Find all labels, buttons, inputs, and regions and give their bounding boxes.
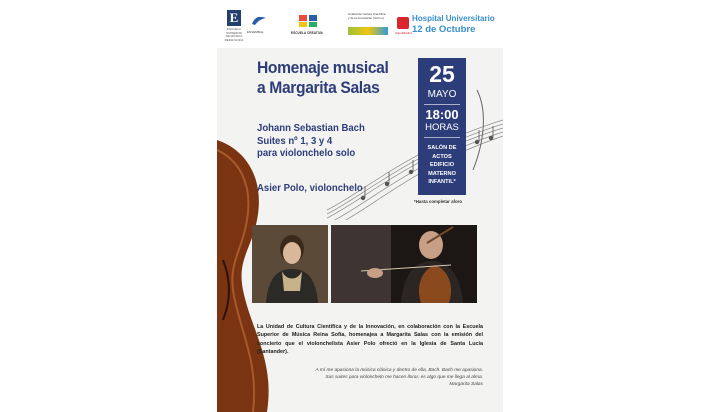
date-divider bbox=[424, 104, 460, 105]
cellist-photo bbox=[331, 225, 477, 303]
hospital-name-line-1: Hospital Universitario bbox=[412, 14, 495, 23]
performer-name: Asier Polo, violonchelo bbox=[257, 183, 363, 194]
hospital-logo-icon bbox=[397, 17, 409, 29]
venue-text bbox=[420, 144, 464, 187]
venue-line-3: EDIFICIO bbox=[429, 162, 455, 168]
venue-line-4: MATERNO bbox=[428, 170, 456, 177]
poster-title bbox=[257, 58, 395, 98]
date-hours-label: HORAS bbox=[425, 122, 459, 133]
ucc-line-1: Unidad de Cultura Científica bbox=[348, 12, 386, 16]
venue-line-2: ACTOS bbox=[432, 153, 452, 160]
quote-line-1: A mí me apasiona la música clásica y dentro de ella, Bach. Bach me apasiona. bbox=[315, 368, 483, 373]
ucc-line-2: y de la Innovación (UCC+i) bbox=[348, 15, 384, 20]
ucc-logo-bar bbox=[348, 27, 388, 35]
title-line-1: Homenaje musical bbox=[257, 58, 389, 77]
program-subtitle bbox=[257, 123, 395, 161]
escuela-creativa-label: ESCUELA CREATIVA bbox=[291, 31, 323, 35]
date-divider-2 bbox=[424, 137, 460, 138]
concert-poster bbox=[217, 0, 503, 412]
date-box bbox=[418, 58, 466, 195]
subtitle-line-2: Suites nº 1, 3 y 4 bbox=[257, 135, 333, 147]
subtitle-line-3: para violonchelo solo bbox=[257, 148, 356, 159]
quote-line-2: Sus suites para violonchelo me hacen llorar, es algo que me llega al alma. bbox=[325, 375, 483, 380]
venue-line-5: INFANTIL* bbox=[428, 179, 456, 185]
margarita-salas-photo bbox=[252, 225, 328, 303]
date-time: 18:00 bbox=[425, 107, 459, 122]
event-description: La Unidad de Cultura Científica y de la Innovación, en colaboración con la Escuela Superior de Música Reina Sofía, homenajea a Margarita Salas con la emisión del concierto que el violonchelista Asier Polo ofreció en la Iglesia de Santa Lucía (Santander). bbox=[257, 324, 483, 355]
capacity-note: *Hasta completar aforo bbox=[414, 199, 463, 204]
escuela-reina-sofia-subtitle: ESCUELA SUPERIOR DE MÚSICA REINA SOFÍA bbox=[224, 27, 244, 42]
cellist-illustration bbox=[331, 225, 477, 303]
logo-bar bbox=[217, 0, 503, 48]
date-month: MAYO bbox=[427, 89, 457, 100]
hospital-logo-sub: SaludMadrid bbox=[395, 31, 412, 35]
title-line-2: a Margarita Salas bbox=[257, 78, 380, 97]
ensemble-logo-label: ENSEMBLE bbox=[247, 30, 264, 34]
ensemble-logo-icon bbox=[250, 14, 268, 26]
date-day: 25 bbox=[429, 61, 455, 87]
escuela-reina-sofia-logo: E bbox=[227, 10, 241, 26]
quote bbox=[257, 367, 483, 388]
quote-author: Margarita Salas bbox=[449, 382, 483, 387]
ucc-logo-text bbox=[348, 13, 392, 20]
subtitle-line-1: Johann Sebastian Bach bbox=[257, 123, 365, 134]
venue-line-1: SALÓN DE bbox=[427, 145, 457, 151]
hospital-name-line-2: 12 de Octubre bbox=[412, 24, 476, 35]
escuela-creativa-logo-icon bbox=[297, 14, 319, 28]
portrait-illustration bbox=[252, 225, 328, 303]
